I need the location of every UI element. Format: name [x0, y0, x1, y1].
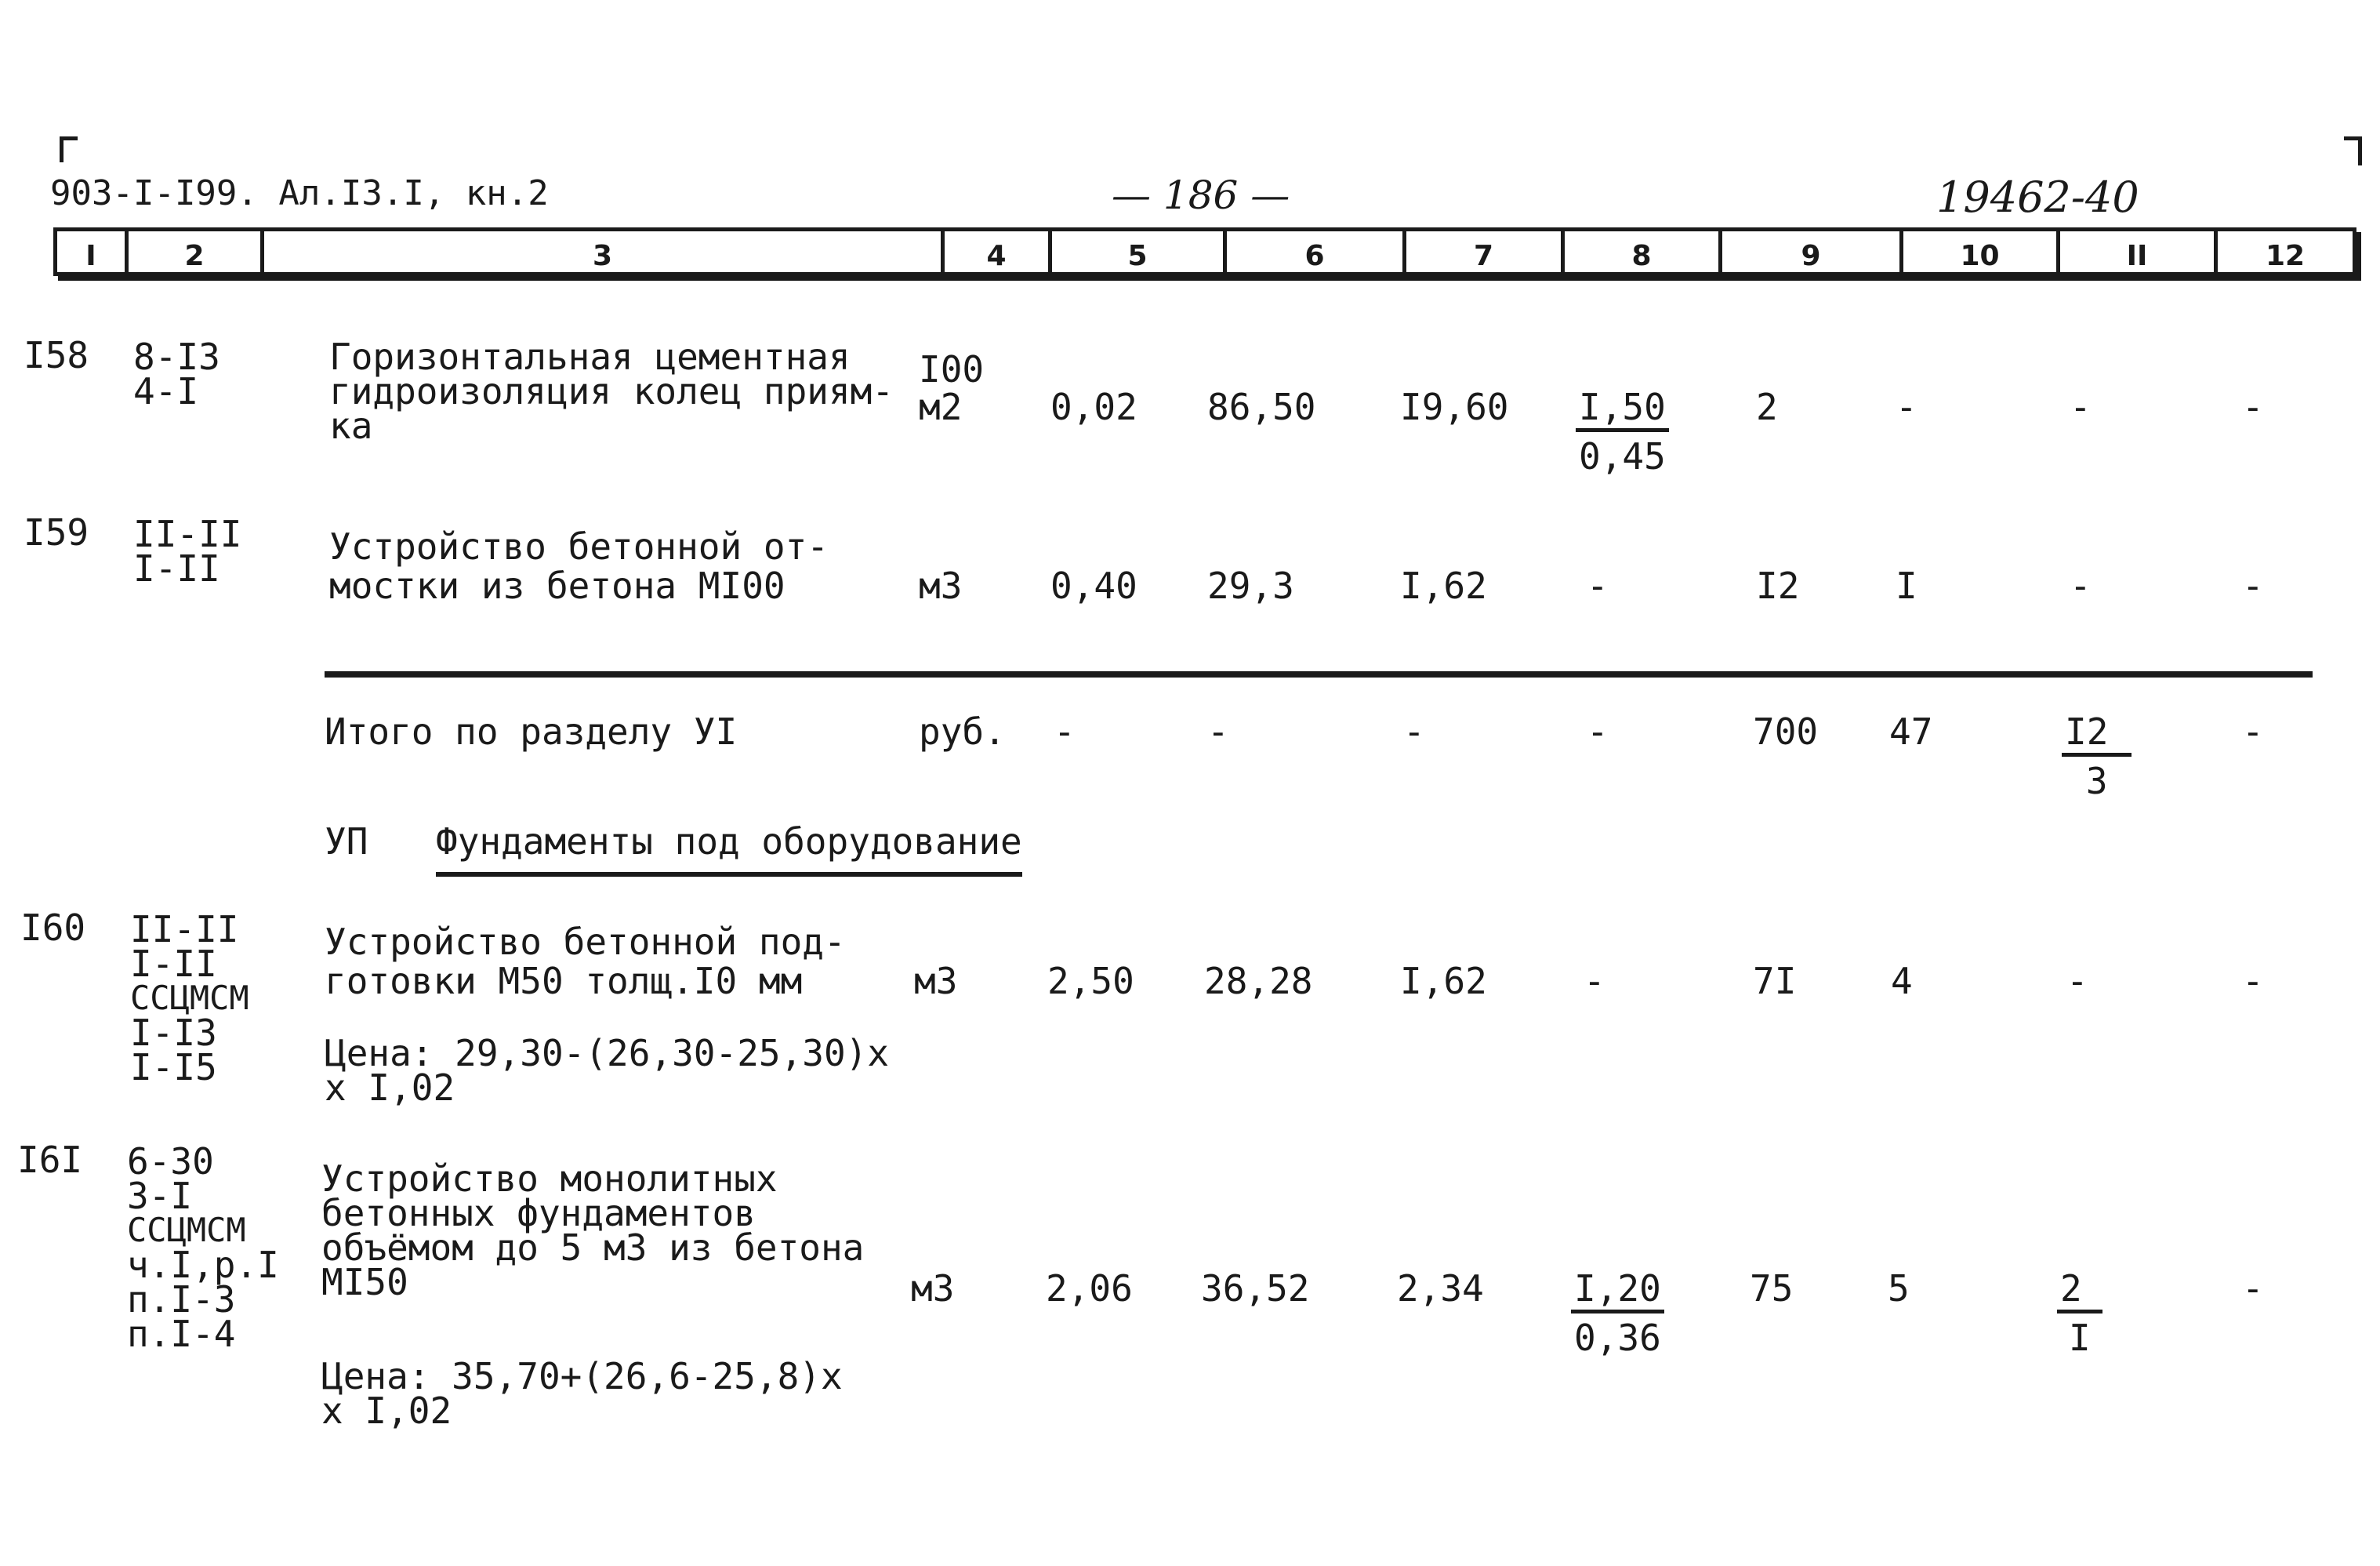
col11-value: - — [2066, 960, 2088, 1002]
col-number-10: 10 — [1960, 239, 2000, 272]
col-number-6: 6 — [1304, 239, 1325, 272]
col11-fraction — [2062, 712, 2131, 801]
unit-cost: - — [1207, 710, 1229, 753]
work-description: готовки М50 толщ.I0 мм — [325, 960, 803, 1002]
col12-value: - — [2242, 710, 2264, 753]
norm-code: п.I-3 — [127, 1278, 236, 1321]
norm-code: ССЦМСМ — [127, 1211, 246, 1249]
col-number-9: 9 — [1801, 239, 1821, 272]
quantity: 0,02 — [1050, 386, 1137, 428]
fraction-numerator: I,50 — [1576, 387, 1669, 432]
col10-value: 4 — [1891, 960, 1913, 1002]
work-description: МI50 — [321, 1261, 408, 1303]
col-number-4: 4 — [986, 239, 1007, 272]
norm-code: I-I5 — [130, 1046, 217, 1088]
work-description: бетонных фундаментов — [321, 1192, 756, 1234]
unit-cost: 29,3 — [1207, 565, 1294, 607]
wage-cost: I9,60 — [1400, 386, 1509, 428]
col-number-7: 7 — [1473, 239, 1494, 272]
fraction-denominator: I — [2069, 1317, 2091, 1359]
row-number: I6I — [17, 1139, 83, 1181]
col12-value: - — [2242, 960, 2264, 1002]
total-cost: 75 — [1750, 1267, 1794, 1310]
inventory-number: 19462-40 — [1936, 173, 2139, 222]
col10-value: 5 — [1888, 1267, 1910, 1310]
fraction-numerator: I2 — [2062, 712, 2131, 757]
quantity: - — [1054, 710, 1076, 753]
norm-code: 3-I — [127, 1175, 193, 1217]
col11-value: - — [2070, 565, 2092, 607]
unit: руб. — [919, 710, 1006, 753]
wage-cost: - — [1403, 710, 1425, 753]
quantity: 2,50 — [1047, 960, 1134, 1002]
corner-mark-left — [60, 136, 78, 162]
column-number-strip — [53, 227, 2356, 276]
unit: м3 — [911, 1267, 955, 1310]
col12-value: - — [2242, 1267, 2264, 1310]
unit: м3 — [919, 565, 963, 607]
work-description: Устройство бетонной под- — [325, 921, 846, 963]
unit-cost: 86,50 — [1207, 386, 1316, 428]
total-cost: I2 — [1756, 565, 1800, 607]
col12-value: - — [2242, 565, 2264, 607]
fraction-denominator: 3 — [2085, 760, 2108, 802]
norm-code: 6-30 — [127, 1140, 214, 1183]
quantity: 0,40 — [1050, 565, 1137, 607]
norm-code: II-II — [133, 513, 242, 555]
work-description: ка — [329, 405, 373, 447]
machine-cost: - — [1587, 565, 1609, 607]
unit-cost: 28,28 — [1204, 960, 1313, 1002]
fraction-denominator: 0,45 — [1579, 435, 1666, 478]
col-number-1: I — [85, 239, 96, 272]
work-description: Устройство монолитных — [321, 1157, 778, 1200]
norm-code: 4-I — [133, 370, 199, 412]
work-description: объёмом до 5 м3 из бетона — [321, 1226, 865, 1269]
row-number: I59 — [24, 511, 89, 554]
page-number: — 186 — — [1112, 173, 1290, 218]
col-number-8: 8 — [1631, 239, 1652, 272]
machine-cost: - — [1584, 960, 1605, 1002]
price-formula: х I,02 — [325, 1066, 455, 1109]
norm-code: I-II — [133, 547, 220, 590]
total-cost: 2 — [1756, 386, 1778, 428]
section-divider-line — [325, 671, 2313, 678]
machine-cost: - — [1587, 710, 1609, 753]
price-formula: Цена: 35,70+(26,6-25,8)х — [321, 1355, 843, 1397]
row-number: I58 — [24, 334, 89, 376]
fraction-numerator: I,20 — [1571, 1269, 1664, 1313]
wage-cost: I,62 — [1400, 565, 1487, 607]
col10-value: 47 — [1889, 710, 1933, 753]
fraction-denominator: 0,36 — [1574, 1317, 1661, 1359]
machine-cost-fraction — [1571, 1269, 1664, 1357]
unit: I00 — [919, 348, 985, 391]
work-description: Горизонтальная цементная — [329, 336, 851, 378]
section-title: Фундаменты под оборудование — [436, 822, 1022, 877]
col-number-3: 3 — [592, 239, 613, 272]
col-number-12: 12 — [2265, 239, 2306, 272]
col-number-5: 5 — [1127, 239, 1148, 272]
unit-cost: 36,52 — [1201, 1267, 1310, 1310]
col-number-11: II — [2126, 239, 2148, 272]
unit: м3 — [914, 960, 958, 1002]
col11-value: - — [2070, 386, 2092, 428]
col11-fraction — [2057, 1269, 2102, 1357]
norm-code: ч.I,р.I — [127, 1244, 279, 1286]
machine-cost-fraction — [1576, 387, 1669, 476]
fraction-numerator: 2 — [2057, 1269, 2102, 1313]
norm-code: 8-I3 — [133, 336, 220, 378]
wage-cost: 2,34 — [1397, 1267, 1484, 1310]
corner-mark-right — [2344, 136, 2362, 165]
total-cost: 700 — [1753, 710, 1819, 753]
col12-value: - — [2242, 386, 2264, 428]
row-number: I60 — [20, 907, 86, 949]
price-formula: Цена: 29,30-(26,30-25,30)х — [325, 1032, 890, 1074]
quantity: 2,06 — [1046, 1267, 1133, 1310]
section-number: УП — [325, 820, 368, 863]
norm-code: п.I-4 — [127, 1313, 236, 1355]
unit: м2 — [919, 386, 963, 428]
col-number-2: 2 — [184, 239, 205, 272]
document-code: 903-I-I99. Ал.I3.I, кн.2 — [50, 173, 549, 213]
price-formula: х I,02 — [321, 1390, 452, 1432]
work-description: гидроизоляция колец приям- — [329, 370, 894, 412]
total-cost: 7I — [1753, 960, 1797, 1002]
col10-value: - — [1896, 386, 1917, 428]
norm-code: I-I3 — [130, 1012, 217, 1054]
norm-code: II-II — [130, 908, 239, 950]
norm-code: ССЦМСМ — [130, 979, 249, 1017]
total-label: Итого по разделу УI — [325, 710, 738, 753]
work-description: мостки из бетона МI00 — [329, 565, 785, 607]
work-description: Устройство бетонной от- — [329, 525, 829, 568]
col10-value: I — [1896, 565, 1917, 607]
norm-code: I-II — [130, 943, 217, 985]
wage-cost: I,62 — [1400, 960, 1487, 1002]
